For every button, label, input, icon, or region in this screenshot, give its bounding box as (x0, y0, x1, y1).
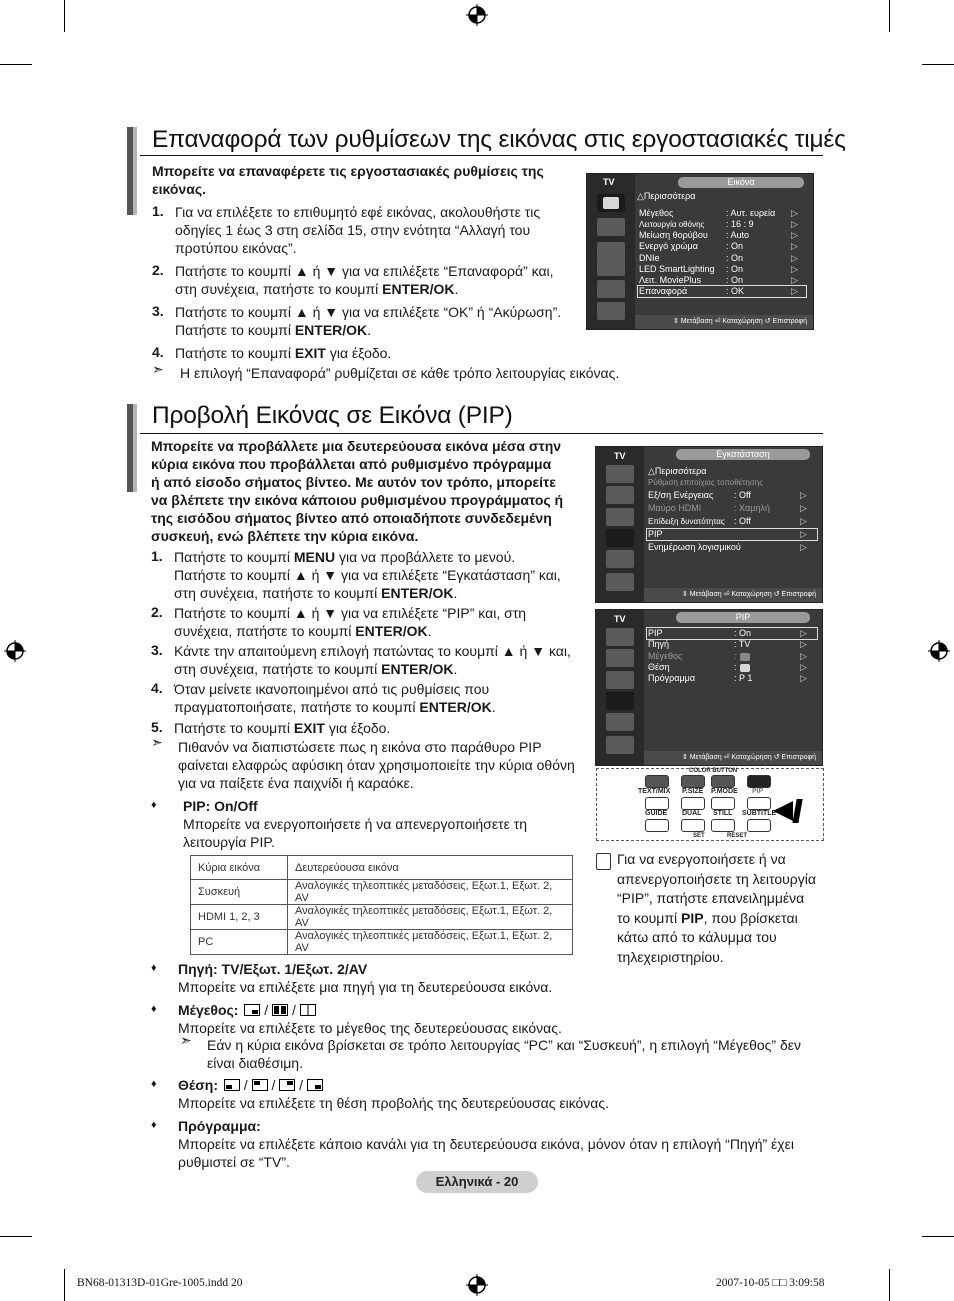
sound-icon (597, 218, 625, 236)
page-number: Ελληνικά - 20 (416, 1171, 538, 1193)
application-icon (606, 736, 634, 754)
osd-footer: ⇕ Μετάβαση ⏎ Καταχώρηση ↺ Επιστροφή (644, 751, 822, 765)
sound-icon (606, 649, 634, 667)
sound-icon (606, 486, 634, 504)
osd-item-label[interactable]: Μείωση θορύβου (639, 230, 708, 240)
osd-footer: ⇕ Μετάβαση ⏎ Καταχώρηση ↺ Επιστροφή (644, 588, 822, 602)
file-info: BN68-01313D-01Gre-1005.indd 20 (77, 1277, 243, 1289)
osd-title: PIP (676, 612, 810, 623)
section2-intro: Μπορείτε να προβάλλετε μια δευτερεύουσα εικόνα μέσα στην κύρια εικόνα που προβάλλεται από ρυθμισμένο πρόγραμμα ή από είσοδο σήματος βίντεο. Με αυτόν τον τρόπο, μπορείτε να βλέπετε την εικόνα κάποιου ρυθμισμένου προγράμματος ή της εισόδου σήματος βίντεο από οποιαδήποτε συνδεδεμένη συσκευή, ενώ βλέπετε την κύρια εικόνα. (151, 438, 564, 544)
osd-item-value: : On (726, 241, 744, 251)
osd-item-value: : Off (734, 490, 751, 500)
channel-icon (606, 671, 634, 689)
osd-pip-menu (595, 609, 823, 766)
osd-setup-menu (595, 446, 823, 603)
remote-label: COLOR BUTTON (689, 768, 738, 774)
osd-item-value: : Off (734, 516, 751, 526)
osd-item-label[interactable]: PIP (648, 529, 663, 539)
crop-mark (64, 0, 65, 32)
pointer-arrow-icon (773, 797, 819, 825)
arrow-right-icon: ▷ (791, 253, 798, 263)
osd-item-label[interactable]: DNIe (639, 253, 660, 263)
osd-more: △Περισσότερα (637, 191, 696, 201)
section1-intro: Μπορείτε να επαναφέρετε τις εργοστασιακές ρυθμίσεις της εικόνας. (152, 163, 544, 197)
crop-mark (889, 1269, 890, 1301)
remote-label: DUAL (682, 810, 702, 817)
position-title: Θέση: / / / (178, 1076, 323, 1094)
table-cell: Αναλογικές τηλεοπτικές μεταδόσεις, Εξωτ.1, Εξωτ. 2, AV (288, 930, 573, 955)
pip-size-double-icon (300, 1004, 316, 1016)
osd-item-label[interactable]: LED SmartLighting (639, 264, 715, 274)
size-note: Εάν η κύρια εικόνα βρίσκεται σε τρόπο λειτουργίας “PC” και “Συσκευή”, η επιλογή “Μέγεθος” δεν είναι διαθέσιμη. (207, 1037, 801, 1071)
arrow-right-icon: ▷ (800, 490, 807, 500)
osd-item-label[interactable]: Ενεργό χρώμα (639, 241, 698, 251)
remote-label: RESET (727, 833, 748, 839)
osd-item-value: : OK (726, 286, 745, 296)
crop-mark (64, 1269, 65, 1301)
osd-item-value: : P 1 (734, 673, 753, 683)
input-icon (606, 713, 634, 731)
pip-onoff-desc: Μπορείτε να ενεργοποιήσετε ή να απενεργοποιήσετε τη λειτουργία PIP. (183, 816, 528, 850)
osd-item-value: : On (726, 264, 744, 274)
bullet-icon: ♦ (151, 1078, 157, 1090)
note-arrow-icon: ➣ (152, 361, 164, 377)
table-row (191, 930, 573, 955)
pip-position-top-right-icon (279, 1079, 295, 1091)
pip-position-icon (740, 664, 750, 672)
bullet-icon: ♦ (151, 1119, 157, 1131)
remote-button[interactable] (747, 819, 771, 832)
position-desc: Μπορείτε να επιλέξετε τη θέση προβολής της δευτερεύουσας εικόνας. (178, 1095, 610, 1111)
remote-button[interactable] (681, 797, 705, 810)
osd-item-value: : Auto (726, 230, 750, 240)
step-number: 1. (152, 203, 164, 219)
osd-item-value: : Αυτ. ευρεία (726, 208, 776, 218)
table-cell: Αναλογικές τηλεοπτικές μεταδόσεις, Εξωτ.1, Εξωτ. 2, AV (288, 880, 573, 905)
table-row (191, 905, 573, 930)
table-cell: HDMI 1, 2, 3 (191, 905, 288, 930)
step-text: Όταν μείνετε ικανοποιημένοι από τις ρυθμίσεις που πραγματοποιήσατε, πατήστε το κουμπί ENTER/OK. (174, 681, 496, 715)
pip-position-top-left-icon (252, 1079, 268, 1091)
table-cell: PC (191, 930, 288, 955)
osd-item-label[interactable]: PIP (648, 628, 663, 638)
table-cell: Κύρια εικόνα (191, 856, 288, 880)
source-title: Πηγή: TV/Εξωτ. 1/Εξωτ. 2/AV (178, 961, 368, 977)
program-desc: Μπορείτε να επιλέξετε κάποιο κανάλι για τη δευτερεύουσα εικόνα, μόνον όταν η επιλογή “Πηγή” έχει ρυθμιστεί σε “TV”. (178, 1136, 794, 1170)
osd-title: Εικόνα (678, 177, 804, 188)
remote-label: PIP (752, 788, 764, 795)
table-row (191, 856, 573, 880)
remote-button-pip[interactable] (747, 775, 771, 788)
osd-footer: ⇕ Μετάβαση ⏎ Καταχώρηση ↺ Επιστροφή (635, 315, 813, 329)
arrow-right-icon: ▷ (791, 230, 798, 240)
step-text: Πατήστε το κουμπί EXIT για έξοδο. (174, 720, 391, 736)
osd-item-value: : (734, 651, 737, 661)
arrow-right-icon: ▷ (800, 651, 807, 661)
osd-item-label[interactable]: Επίδειξη δυνατότητας (648, 517, 725, 526)
divider (140, 155, 823, 156)
remote-button-yellow[interactable] (711, 775, 735, 788)
osd-item-value: : TV (734, 639, 751, 649)
osd-item-label[interactable]: Λειτουργία οθόνης (639, 220, 705, 229)
arrow-right-icon: ▷ (800, 639, 807, 649)
section2-note: Πιθανόν να διαπιστώσετε πως η εικόνα στο παράθυρο PIP φαίνεται ελαφρώς αφύσικη όταν χρησιμοποιείτε την κύρια οθόνη για να παίξετε ένα παιχνίδι ή καραόκε. (178, 739, 575, 791)
step-text: Πατήστε το κουμπί ▲ ή ▼ για να επιλέξετε “Επαναφορά” και, στη συνέχεια, πατήστε το κουμπί ENTER/OK. (175, 263, 554, 297)
section2-title: Προβολή Εικόνας σε Εικόνα (PIP) (152, 402, 513, 429)
step-number: 4. (152, 344, 164, 360)
osd-item-label[interactable]: Εξ/ση Ενέργειας (648, 490, 714, 500)
pip-size-icon (740, 653, 750, 661)
pip-onoff-title: PIP: On/Off (183, 798, 258, 814)
osd-tab-tv: TV (614, 451, 626, 461)
step-number: 3. (151, 642, 163, 658)
arrow-right-icon: ▷ (791, 286, 798, 296)
application-icon (606, 573, 634, 591)
size-desc: Μπορείτε να επιλέξετε το μέγεθος της δευτερεύουσας εικόνας. (178, 1020, 562, 1036)
arrow-right-icon: ▷ (791, 264, 798, 274)
osd-item-value: : On (726, 275, 744, 285)
channel-icon (606, 508, 634, 526)
input-icon (597, 280, 625, 298)
section-marker (127, 127, 137, 215)
arrow-right-icon: ▷ (800, 516, 807, 526)
picture-icon (606, 628, 634, 646)
step-number: 2. (152, 262, 164, 278)
divider (140, 433, 823, 434)
bullet-icon: ♦ (151, 1003, 157, 1015)
bullet-icon: ♦ (151, 962, 157, 974)
step-number: 3. (152, 303, 164, 319)
arrow-right-icon: ▷ (800, 503, 807, 513)
remote-button[interactable] (681, 819, 705, 832)
application-icon (597, 302, 625, 320)
remote-label: SUBTITLE (742, 810, 777, 817)
osd-item-label[interactable]: Πηγή (648, 639, 670, 649)
remote-label: GUIDE (645, 810, 668, 817)
note-arrow-icon: ➣ (151, 734, 163, 750)
pip-position-bottom-left-icon (224, 1079, 240, 1091)
osd-item-label[interactable]: Ενημέρωση λογισμικού (648, 542, 741, 552)
step-number: 2. (151, 604, 163, 620)
table-cell: Συσκευή (191, 880, 288, 905)
remote-label: P.MODE (711, 788, 738, 795)
osd-item-label[interactable]: Μέγεθος (648, 651, 683, 661)
step-number: 5. (151, 719, 163, 735)
osd-item-value: : On (726, 253, 744, 263)
osd-more: △Περισσότερα (648, 466, 707, 476)
setup-icon (606, 529, 634, 547)
arrow-right-icon: ▷ (791, 208, 798, 218)
arrow-right-icon: ▷ (791, 241, 798, 251)
section1-title: Επαναφορά των ρυθμίσεων της εικόνας στις εργοστασιακές τιμές (152, 126, 846, 153)
osd-tab-tv: TV (603, 177, 615, 187)
osd-item-label[interactable]: Ρύθμιση επιτοίχιας τοποθέτησης (648, 478, 764, 487)
pip-size-small-icon (244, 1004, 260, 1016)
remote-button-green[interactable] (681, 775, 705, 788)
remote-label: P.SIZE (682, 788, 704, 795)
program-title: Πρόγραμμα: (178, 1118, 261, 1134)
osd-item-value: : (734, 662, 737, 672)
step-text: Πατήστε το κουμπί ▲ ή ▼ για να επιλέξετε “PIP” και, στη συνέχεια, πατήστε το κουμπί ENTER/OK. (174, 605, 527, 639)
arrow-right-icon: ▷ (800, 662, 807, 672)
registration-mark-icon (4, 640, 26, 662)
step-text: Κάντε την απαιτούμενη επιλογή πατώντας το κουμπί ▲ ή ▼ και, στη συνέχεια, πατήστε το κουμπί ENTER/OK. (174, 643, 571, 677)
note-arrow-icon: ➣ (180, 1032, 192, 1048)
table-cell: Αναλογικές τηλεοπτικές μεταδόσεις, Εξωτ.1, Εξωτ. 2, AV (288, 905, 573, 930)
crop-mark (0, 64, 32, 65)
remote-button[interactable] (711, 797, 735, 810)
remote-control-illustration (596, 768, 824, 841)
remote-button[interactable] (711, 819, 735, 832)
arrow-right-icon: ▷ (800, 673, 807, 683)
crop-mark (0, 1236, 32, 1237)
remote-button[interactable] (645, 819, 669, 832)
remote-button[interactable] (747, 797, 771, 810)
section-marker (127, 404, 137, 492)
osd-item-label[interactable]: Λειτ. MoviePlus (639, 275, 702, 285)
pip-position-bottom-right-icon (307, 1079, 323, 1091)
osd-item-label[interactable]: Θέση (648, 662, 670, 672)
step-text: Για να επιλέξετε το επιθυμητό εφέ εικόνας, ακολουθήστε τις οδηγίες 1 έως 3 στη σελίδα 15, στην ενότητα “Αλλαγή του προτύπου εικόνας”. (175, 204, 541, 256)
section1-note: Η επιλογή “Επαναφορά” ρυθμίζεται σε κάθε τρόπο λειτουργίας εικόνας. (180, 365, 620, 381)
pip-size-split-icon (272, 1004, 288, 1016)
registration-mark-icon (466, 4, 488, 26)
registration-mark-icon (466, 1274, 488, 1296)
osd-selection (646, 528, 818, 541)
pip-source-table (190, 855, 573, 955)
crop-mark (922, 64, 954, 65)
setup-icon (597, 258, 625, 276)
osd-picture-menu (586, 173, 814, 330)
remote-button-red[interactable] (645, 775, 669, 788)
osd-selection (646, 627, 818, 640)
osd-item-value: : Χαμηλή (734, 503, 770, 513)
crop-mark (922, 1236, 954, 1237)
osd-item-value: : On (734, 628, 752, 638)
step-text: Πατήστε το κουμπί EXIT για έξοδο. (175, 345, 392, 361)
step-text: Πατήστε το κουμπί ▲ ή ▼ για να επιλέξετε “OK” ή “Ακύρωση”. Πατήστε το κουμπί ENTER/OK. (175, 304, 562, 338)
print-timestamp: 2007-10-05 □□ 3:09:58 (716, 1277, 825, 1289)
remote-label: STILL (713, 810, 733, 817)
table-row (191, 880, 573, 905)
remote-label: SET (693, 833, 705, 839)
osd-tab-tv: TV (614, 614, 626, 624)
arrow-right-icon: ▷ (800, 628, 807, 638)
osd-item-label[interactable]: Μέγεθος (639, 208, 674, 218)
input-icon (606, 550, 634, 568)
setup-icon (606, 692, 634, 710)
source-desc: Μπορείτε να επιλέξετε μια πηγή για τη δευτερεύουσα εικόνα. (178, 979, 553, 995)
osd-item-label[interactable]: Μαύρο HDMI (648, 503, 702, 513)
remote-button[interactable] (645, 797, 669, 810)
registration-mark-icon (928, 640, 950, 662)
step-text: Πατήστε το κουμπί MENU για να προβάλλετε το μενού. Πατήστε το κουμπί ▲ ή ▼ για να επιλέξετε “Εγκατάσταση” και, στη συνέχεια, πατήστε το κουμπί ENTER/OK. (174, 549, 561, 601)
table-cell: Δευτερεύουσα εικόνα (288, 856, 573, 880)
osd-item-label[interactable]: Πρόγραμμα (648, 673, 696, 683)
crop-mark (889, 0, 890, 32)
bullet-icon: ♦ (151, 799, 157, 811)
arrow-right-icon: ▷ (800, 542, 807, 552)
osd-item-label[interactable]: Επαναφορά (639, 286, 688, 296)
arrow-right-icon: ▷ (791, 219, 798, 229)
memo-text: Για να ενεργοποιήσετε ή να απενεργοποιήσετε τη λειτουργία “PIP”, πατήστε επανειλημμένα το κουμπί PIP, που βρίσκεται κάτω από το κάλυμμα του τηλεχειριστηρίου. (617, 851, 816, 965)
memo-icon (596, 853, 611, 870)
picture-icon (606, 465, 634, 483)
step-number: 1. (151, 548, 163, 564)
arrow-right-icon: ▷ (800, 529, 807, 539)
arrow-right-icon: ▷ (791, 275, 798, 285)
size-title: Μέγεθος: / / (178, 1001, 316, 1019)
osd-title: Εγκατάσταση (676, 449, 810, 460)
step-number: 4. (151, 680, 163, 696)
remote-label: TEXT/MIX (638, 788, 671, 795)
picture-icon (603, 197, 619, 209)
osd-item-value: : 16 : 9 (726, 219, 754, 229)
